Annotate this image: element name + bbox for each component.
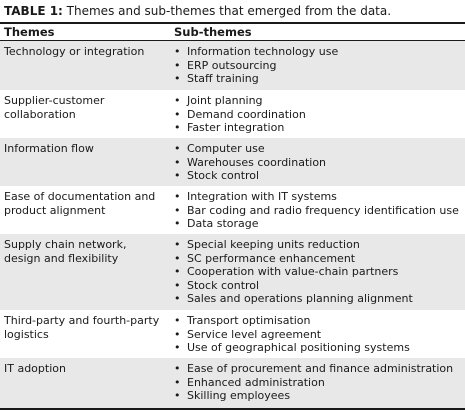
theme-cell: IT adoption (4, 362, 66, 375)
table-top-rule (0, 22, 465, 24)
header-sub-themes: Sub-themes (174, 25, 252, 39)
theme-cell: Technology or integration (4, 45, 145, 58)
subtheme-item: • Stock control (174, 279, 413, 293)
subtheme-list (174, 94, 306, 135)
table-row-it-adoption (0, 358, 465, 408)
subtheme-item: • Transport optimisation (174, 314, 410, 328)
subtheme-item: • SC performance enhancement (174, 252, 413, 266)
subtheme-item: • Use of geographical positioning systems (174, 341, 410, 355)
subtheme-list (174, 314, 410, 355)
subtheme-list (174, 238, 413, 306)
subtheme-item: • Skilling employees (174, 389, 453, 403)
table-row-supplier-customer (0, 90, 465, 138)
subtheme-item: • Warehouses coordination (174, 156, 326, 170)
subtheme-item: • Service level agreement (174, 328, 410, 342)
table-caption-text: Themes and sub-themes that emerged from the data. (62, 4, 392, 18)
subtheme-list (174, 142, 326, 183)
subtheme-item: • Enhanced administration (174, 376, 453, 390)
table-row-logistics (0, 310, 465, 358)
subtheme-item: • Sales and operations planning alignment (174, 292, 413, 306)
header-themes: Themes (4, 25, 55, 39)
subtheme-item: • Data storage (174, 217, 459, 231)
subtheme-item: • Computer use (174, 142, 326, 156)
subtheme-item: • Faster integration (174, 121, 306, 135)
subtheme-list (174, 45, 338, 86)
subtheme-list (174, 362, 453, 403)
table-caption (4, 4, 391, 19)
table-caption-label: TABLE 1: (4, 4, 63, 18)
subtheme-item: • Bar coding and radio frequency identification use (174, 204, 459, 218)
subtheme-list (174, 190, 459, 231)
subtheme-item: • Stock control (174, 169, 326, 183)
subtheme-item: • Integration with IT systems (174, 190, 459, 204)
subtheme-item: • Cooperation with value-chain partners (174, 265, 413, 279)
subtheme-item: • Information technology use (174, 45, 338, 59)
theme-cell: Supplier-customer collaboration (4, 94, 105, 121)
theme-cell: Information flow (4, 142, 94, 155)
table-row-technology (0, 41, 465, 90)
table-bottom-rule (0, 408, 465, 410)
theme-cell: Ease of documentation and product alignment (4, 190, 156, 217)
table-row-supply-chain-network (0, 234, 465, 310)
subtheme-item: • Joint planning (174, 94, 306, 108)
subtheme-item: • ERP outsourcing (174, 59, 338, 73)
table-row-documentation (0, 186, 465, 234)
table-row-information-flow (0, 138, 465, 186)
theme-cell: Supply chain network, design and flexibility (4, 238, 127, 265)
theme-cell: Third-party and fourth-party logistics (4, 314, 160, 341)
subtheme-item: • Demand coordination (174, 108, 306, 122)
subtheme-item: • Ease of procurement and finance administration (174, 362, 453, 376)
subtheme-item: • Staff training (174, 72, 338, 86)
subtheme-item: • Special keeping units reduction (174, 238, 413, 252)
